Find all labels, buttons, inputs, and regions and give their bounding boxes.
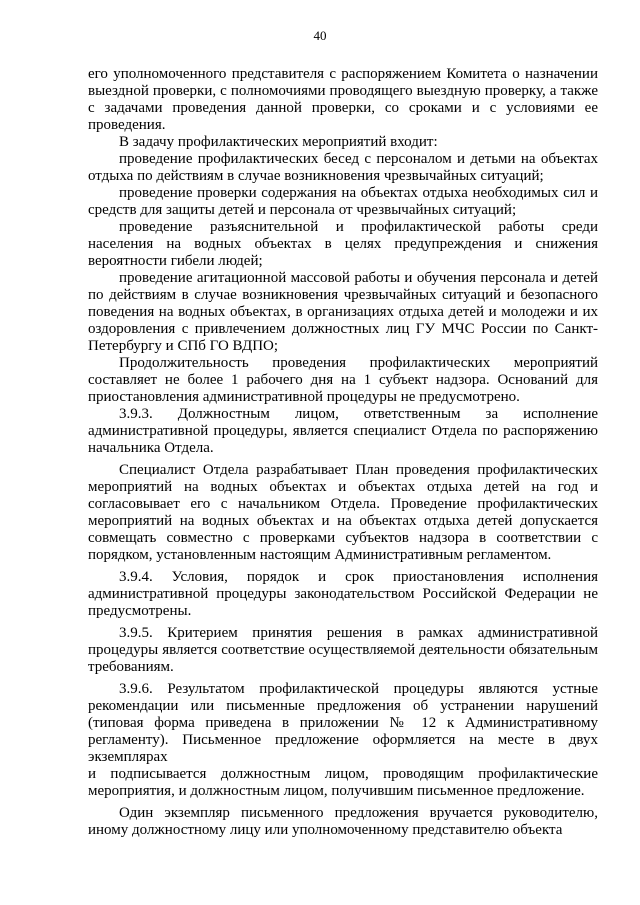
paragraph-section-3-9-6: 3.9.6. Результатом профилактической процедуры являются устные рекомендации или письменные предложения об устранении нарушений (типовая форма приведена в приложении № 12 к Административному регламенту). Письменное предложение оформляется на месте в двух экземплярах (88, 681, 598, 765)
paragraph-specialist-plan: Специалист Отдела разрабатывает План проведения профилактических мероприятий на водных объектах и объектах отдыха детей на год и согласовывает его с начальником Отдела. Проведение профилактических мероприятий на водных объектах и на объектах отдыха детей допускается совмещать совместно с проверками субъектов надзора в соответствии с порядком, установленным настоящим Административным регламентом. (88, 462, 598, 563)
paragraph-task-training: проведение агитационной массовой работы и обучения персонала и детей по действиям в случае возникновения чрезвычайных ситуаций и безопасного поведения на водных объектах, в организациях отдыха детей и молодежи и их оздоровления с привлечением должностных лиц ГУ МЧС России по Санкт-Петербургу и СПб ГО ВДПО; (88, 270, 598, 354)
paragraph-signing: и подписывается должностным лицом, проводящим профилактические мероприятия, и должностным лицом, получившим письменное предложение. (88, 766, 598, 799)
paragraph-duration: Продолжительность проведения профилактических мероприятий составляет не более 1 рабочего дня на 1 субъект надзора. Оснований для приостановления административной процедуры не предусмотрено. (88, 355, 598, 405)
paragraph-section-3-9-5: 3.9.5. Критерием принятия решения в рамках административной процедуры является соответствие осуществляемой деятельности обязательным требованиям. (88, 625, 598, 675)
paragraph-section-3-9-3: 3.9.3. Должностным лицом, ответственным за исполнение административной процедуры, является специалист Отдела по распоряжению начальника Отдела. (88, 406, 598, 456)
paragraph-section-3-9-4: 3.9.4. Условия, порядок и срок приостановления исполнения административной процедуры законодательством Российской Федерации не предусмотрены. (88, 569, 598, 619)
paragraph-prevention-tasks-heading: В задачу профилактических мероприятий входит: (119, 134, 438, 150)
page-number: 40 (313, 28, 327, 43)
paragraph-task-inspection: проведение проверки содержания на объектах отдыха необходимых сил и средств для защиты детей и персонала от чрезвычайных ситуаций; (88, 185, 598, 218)
document-body (88, 66, 598, 839)
paragraph-copy-delivery: Один экземпляр письменного предложения вручается руководителю, иному должностному лицу или уполномоченному представителю объекта (88, 805, 598, 838)
paragraph-task-outreach: проведение разъяснительной и профилактической работы среди населения на водных объектах в целях предупреждения и снижения вероятности гибели людей; (88, 219, 598, 269)
paragraph-intro-continuation: его уполномоченного представителя с распоряжением Комитета о назначении выездной проверки, с полномочиями проводящего выездную проверку, а также с задачами проведения данной проверки, со сроками и с условиями ее проведения. (88, 66, 598, 133)
paragraph-task-talks: проведение профилактических бесед с персоналом и детьми на объектах отдыха по действиям в случае возникновения чрезвычайных ситуаций; (88, 151, 598, 184)
